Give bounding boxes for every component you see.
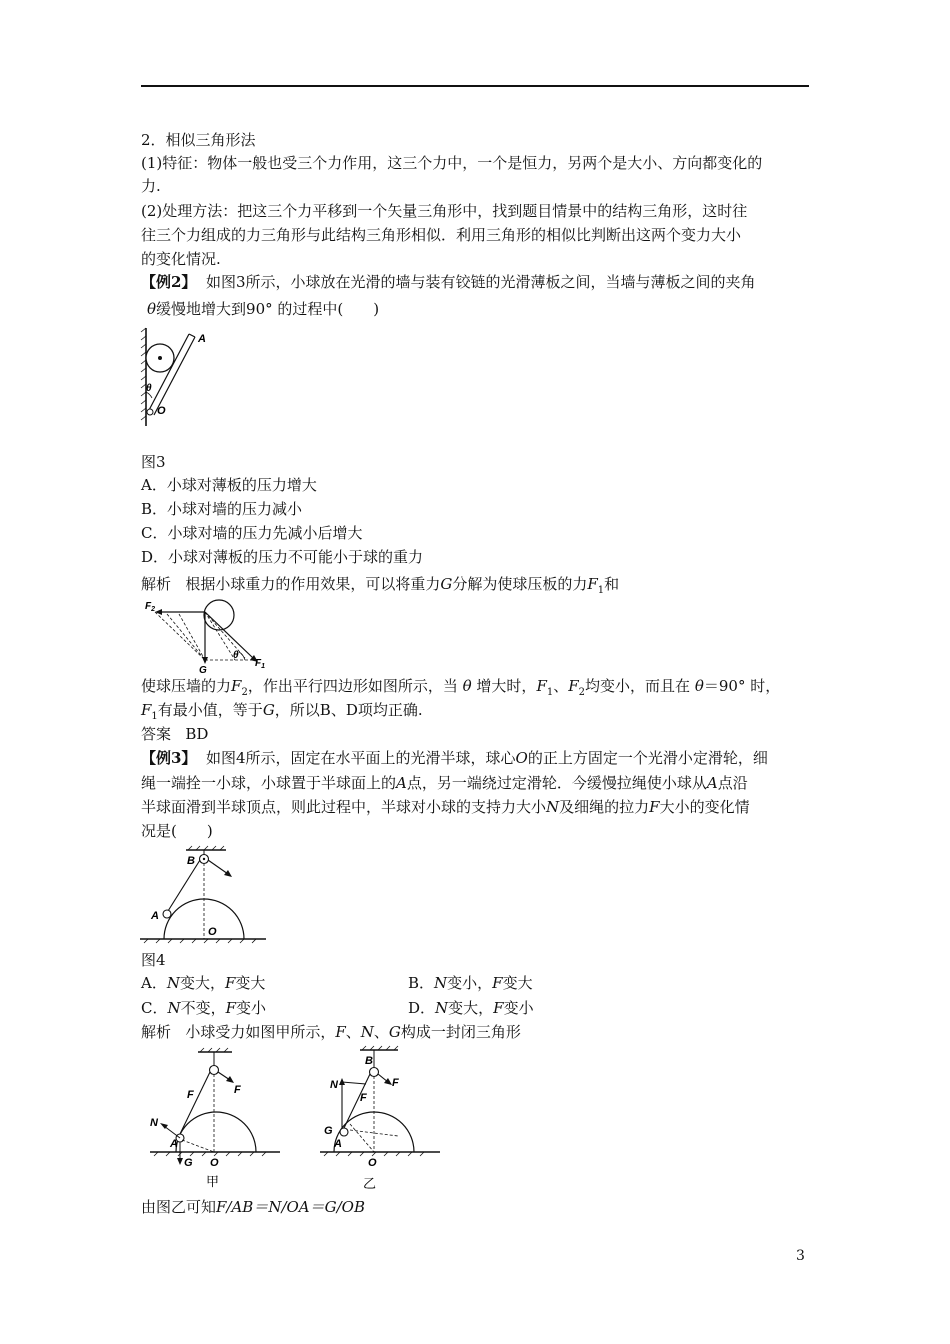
yi-label-f-arrow: F [392, 1077, 399, 1089]
method-line-3: 的变化情况. [141, 250, 221, 268]
ex3-stem-text: 及细绳的拉力 [559, 798, 650, 816]
yi-label-o: O [368, 1157, 377, 1169]
theta-symbol: θ [147, 300, 157, 318]
var-n: N [546, 798, 560, 816]
ex2-analysis-text: ，作出平行四边形如图所示，当 [247, 677, 458, 695]
option-letter: A． [141, 974, 167, 992]
sub-2: 2 [241, 687, 248, 698]
option-text: 变大， [179, 974, 225, 992]
var-f: F [649, 798, 660, 816]
ex2-option-b: B．小球对墙的压力减小 [141, 500, 303, 518]
method-line-2: 往三个力组成的力三角形与此结构三角形相似．利用三角形的相似比判断出这两个变力大小 [141, 226, 742, 244]
ex3-option-d [408, 998, 534, 1018]
option-letter: D． [408, 999, 436, 1017]
figure-3-ball-wall-board [138, 328, 218, 428]
ex2-analysis-text: 、 [553, 677, 569, 695]
sub-2: 2 [578, 687, 586, 698]
ex3-stem-text: 的正上方固定一个光滑小定滑轮，细 [527, 749, 768, 767]
var-f1: F [141, 701, 152, 719]
ex3-stem-text: 半球面滑到半球顶点，则此过程中，半球对小球的支持力大小 [141, 798, 547, 816]
answer-label: 答案 [141, 725, 172, 743]
option-letter: C． [141, 999, 168, 1017]
ex3-analysis-text: 小球受力如图甲所示， [185, 1023, 336, 1041]
var-n: N [167, 999, 181, 1017]
ex2-answer [141, 724, 208, 744]
figure-4-hemisphere-pulley [140, 847, 270, 945]
ex3-stem-text: 点沿 [717, 774, 748, 792]
ex3-stem-text: 如图4所示，固定在水平面上的光滑半球，球心 [205, 749, 516, 767]
theta-symbol: θ [694, 677, 704, 695]
yi-label-f-rope: F [360, 1092, 367, 1104]
section-title: 2．相似三角形法 [141, 131, 256, 149]
ex2-analysis-text: 分解为使球压板的力 [452, 575, 588, 593]
fig3-caption: 图3 [141, 453, 166, 471]
var-o: O [515, 749, 528, 767]
option-text: 不变， [180, 999, 226, 1017]
option-text: 变小 [236, 999, 267, 1017]
var-f: F [225, 999, 237, 1017]
vec-label-f2: $F_2$ [145, 601, 156, 613]
ex3-option-b [408, 973, 533, 993]
conclusion-text: 由图乙可知 [141, 1198, 217, 1216]
fig4-label-o: O [208, 926, 217, 938]
figure-yi [320, 1044, 460, 1190]
ex2-stem1: 如图3所示，小球放在光滑的墙与装有铰链的光滑薄板之间，当墙与薄板之间的夹角 [205, 273, 756, 291]
var-g: G [262, 701, 275, 719]
option-text: 变大 [235, 974, 266, 992]
var-n: N [166, 974, 180, 992]
var-f: F [492, 974, 503, 992]
ex3-tag: 【例3】 [141, 749, 197, 767]
ex2-tag: 【例2】 [141, 273, 197, 291]
ex3-stem-text: 大小的变化情 [659, 798, 750, 816]
yi-label-g: G [324, 1125, 333, 1137]
method-line-1: (2)处理方法：把这三个力平移到一个矢量三角形中，找到题目情景中的结构三角形，这时往 [141, 202, 748, 220]
option-letter: B． [408, 974, 435, 992]
ex2-analysis-line-3 [141, 700, 423, 727]
var-f1: F [536, 677, 547, 695]
feature-line-2: 力. [141, 177, 161, 195]
sub-1: 1 [597, 585, 605, 596]
sub-1: 1 [546, 687, 554, 698]
ex3-analysis [141, 1022, 521, 1042]
sub-1: 1 [151, 711, 158, 722]
ex2-analysis-text: 和 [604, 575, 620, 593]
ex2-stem2: 缓慢地增大到90° 的过程中( ) [156, 300, 380, 318]
ex2-analysis-line-2 [141, 676, 780, 703]
ex3-stem-line-2 [141, 773, 748, 793]
theta-symbol: θ [462, 677, 472, 695]
jia-label-f-rope: F [187, 1089, 194, 1101]
jia-label-n: N [150, 1117, 158, 1129]
var-n: N [435, 999, 449, 1017]
var-n: N [360, 1023, 374, 1041]
yi-label-b: B [365, 1055, 373, 1067]
separator: 、 [373, 1023, 389, 1041]
ex2-stem-line-1 [141, 272, 756, 292]
ex3-analysis-text: 构成一封闭三角形 [400, 1023, 521, 1041]
ex2-analysis-text: ＝90° 时， [703, 677, 781, 695]
var-a: A [706, 774, 718, 792]
ex2-stem-line-2 [147, 299, 379, 319]
header-rule [141, 85, 809, 87]
page-number: 3 [796, 1248, 805, 1264]
option-text: 变小， [447, 974, 493, 992]
var-f1: F [587, 575, 598, 593]
yi-label-n: N [330, 1079, 338, 1091]
jia-label-o: O [210, 1157, 219, 1169]
fig4-label-a: A [151, 910, 159, 922]
jia-caption: 甲 [206, 1174, 220, 1189]
jia-label-a: A [170, 1138, 178, 1150]
var-f2: F [568, 677, 579, 695]
ex3-conclusion [141, 1197, 365, 1217]
var-g: G [388, 1023, 401, 1041]
ex2-analysis-text: 均变小，而且在 [585, 677, 691, 695]
var-f2: F [231, 677, 242, 695]
ex2-analysis-text: 根据小球重力的作用效果，可以将重力 [185, 575, 441, 593]
var-f: F [224, 974, 236, 992]
ex3-option-c [141, 998, 266, 1018]
var-f: F [335, 1023, 346, 1041]
var-n: N [434, 974, 448, 992]
fig3-label-theta: θ [146, 383, 152, 394]
ex2-analysis-text: 有最小值，等于 [157, 701, 263, 719]
jia-label-f-arrow: F [234, 1084, 241, 1096]
ex2-vector-diagram [145, 598, 275, 676]
vec-label-theta: θ [233, 650, 239, 661]
var-a: A [396, 774, 407, 792]
ex2-analysis-text: ，所以B、D项均正确. [274, 701, 423, 719]
ex3-stem-line-3 [141, 797, 750, 817]
ex2-analysis-line-1 [141, 574, 619, 601]
fig4-caption: 图4 [141, 951, 166, 969]
feature-line-1: (1)特征：物体一般也受三个力作用，这三个力中，一个是恒力，另两个是大小、方向都变化的 [141, 154, 763, 172]
option-text: 变大 [502, 974, 533, 992]
vec-label-f1: $F_1$ [255, 658, 266, 670]
yi-caption: 乙 [363, 1176, 377, 1191]
option-text: 变大， [448, 999, 494, 1017]
fig4-label-b: B [187, 855, 195, 867]
ex2-option-d: D．小球对薄板的压力不可能小于球的重力 [141, 548, 424, 566]
fig3-label-o: O [157, 405, 166, 417]
ex2-option-a: A．小球对薄板的压力增大 [141, 476, 317, 494]
answer-value: BD [185, 725, 209, 743]
ex3-stem-line-4: 况是( ) [141, 822, 213, 840]
var-f: F [493, 999, 504, 1017]
ex3-stem-text: 点，另一端绕过定滑轮．今缓慢拉绳使小球从 [406, 774, 707, 792]
figure-jia [150, 1048, 290, 1188]
separator: 、 [345, 1023, 361, 1041]
yi-label-a: A [334, 1138, 342, 1150]
ex3-analysis-label: 解析 [141, 1023, 172, 1041]
ex3-option-a [141, 973, 265, 993]
ex2-analysis-text: 增大时， [476, 677, 537, 695]
ex2-option-c: C．小球对墙的压力先减小后增大 [141, 524, 363, 542]
ex3-stem-line-1 [141, 748, 768, 768]
jia-label-g: G [184, 1157, 193, 1169]
option-text: 变小 [503, 999, 534, 1017]
ex2-analysis-label: 解析 [141, 575, 172, 593]
ex3-stem-text: 绳一端拴一小球，小球置于半球面上的 [141, 774, 397, 792]
vec-label-g: G [199, 665, 207, 676]
var-g: G [440, 575, 453, 593]
conclusion-formula: F/AB＝N/OA＝G/OB [216, 1198, 365, 1216]
ex2-analysis-text: 使球压墙的力 [141, 677, 232, 695]
fig3-label-a: A [198, 333, 206, 345]
